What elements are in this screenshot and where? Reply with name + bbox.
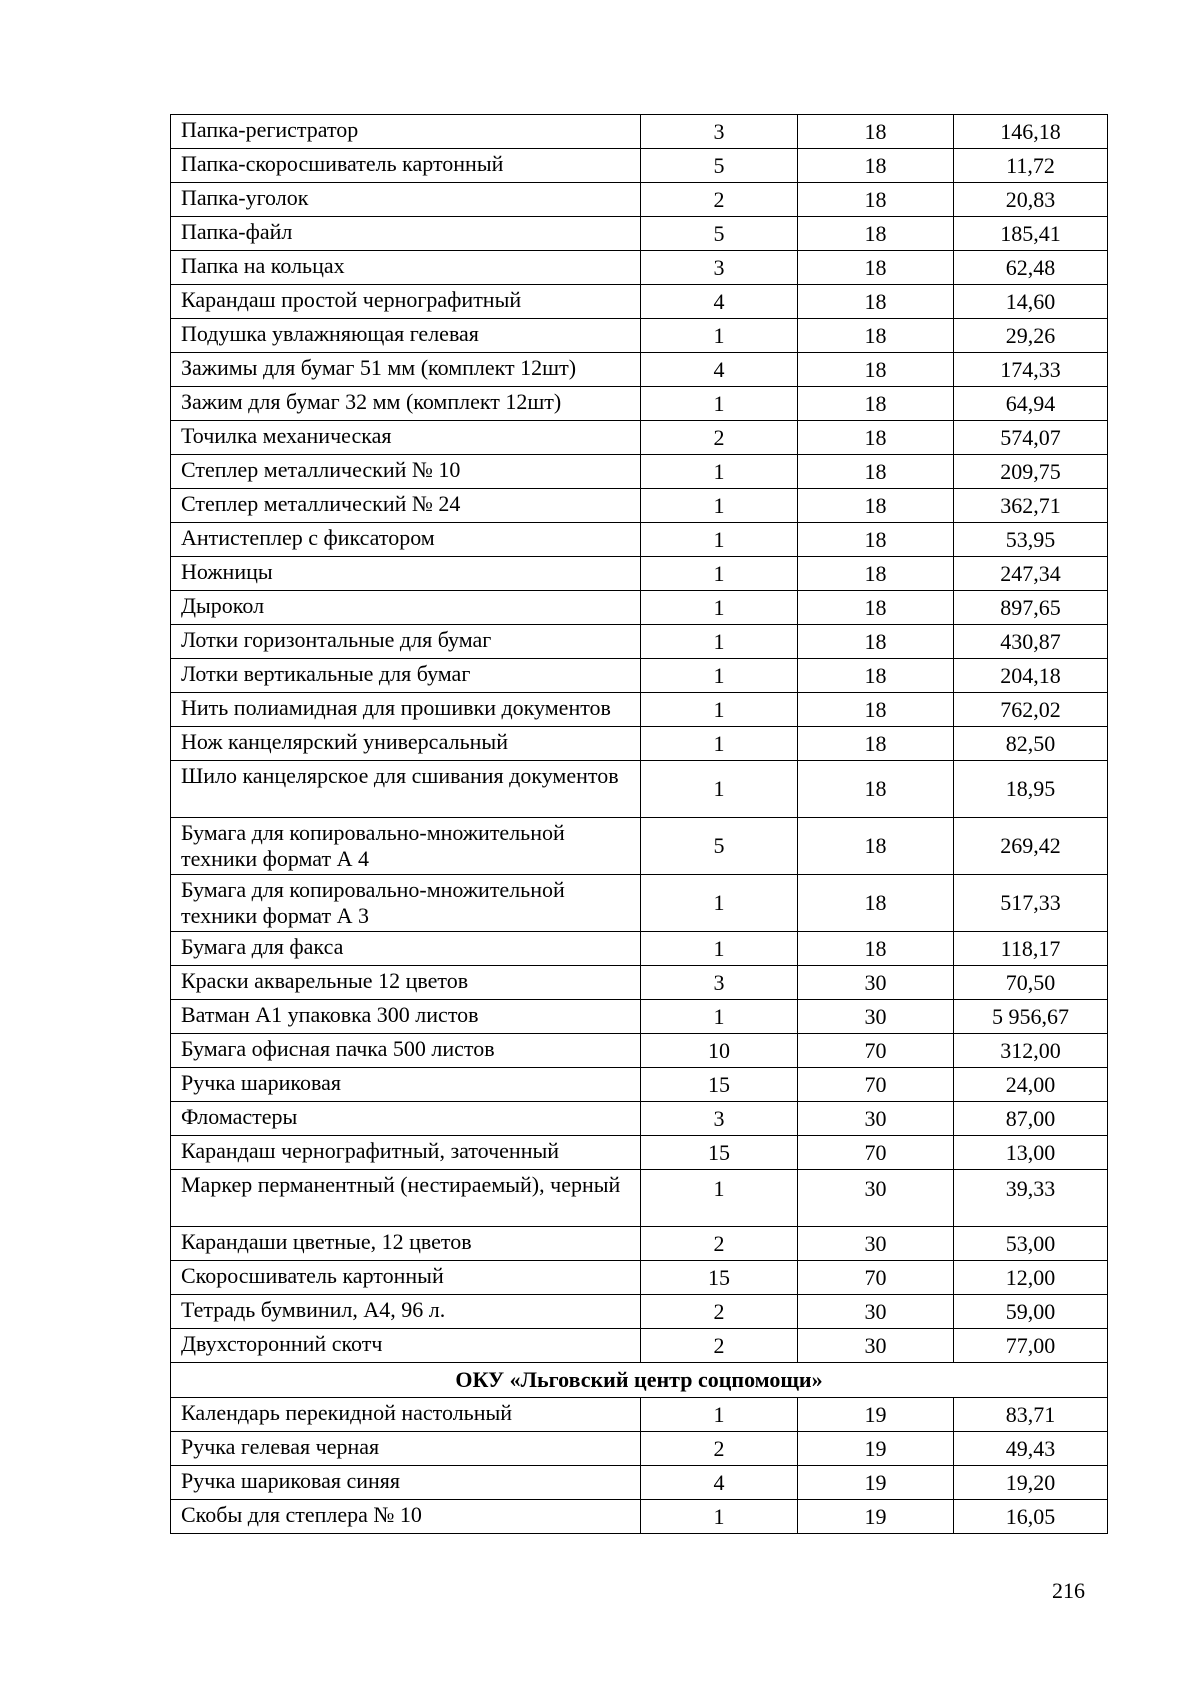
table-row [171,421,1108,455]
item-name-cell: Нож канцелярский универсальный [171,727,641,761]
quantity-cell: 5 [641,217,798,251]
table-row [171,1068,1108,1102]
item-name-cell: Ручка гелевая черная [171,1432,641,1466]
quantity-cell: 1 [641,319,798,353]
table-row [171,285,1108,319]
table-row [171,115,1108,149]
table-row [171,1500,1108,1534]
quantity-cell: 2 [641,1295,798,1329]
term-cell: 30 [798,966,954,1000]
table-row [171,1170,1108,1227]
table-row [171,693,1108,727]
term-cell: 18 [798,875,954,932]
quantity-cell: 1 [641,875,798,932]
quantity-cell: 1 [641,455,798,489]
price-cell: 574,07 [954,421,1108,455]
price-cell: 762,02 [954,693,1108,727]
term-cell: 30 [798,1295,954,1329]
price-cell: 204,18 [954,659,1108,693]
table-body [171,115,1108,1534]
item-name-cell: Фломастеры [171,1102,641,1136]
term-cell: 18 [798,761,954,818]
quantity-cell: 1 [641,1398,798,1432]
term-cell: 18 [798,115,954,149]
table-row [171,932,1108,966]
quantity-cell: 2 [641,421,798,455]
term-cell: 18 [798,932,954,966]
quantity-cell: 1 [641,693,798,727]
item-name-cell: Двухсторонний скотч [171,1329,641,1363]
price-cell: 146,18 [954,115,1108,149]
term-cell: 18 [798,557,954,591]
term-cell: 18 [798,489,954,523]
price-cell: 16,05 [954,1500,1108,1534]
term-cell: 19 [798,1500,954,1534]
item-name-cell: Карандаши цветные, 12 цветов [171,1227,641,1261]
price-cell: 49,43 [954,1432,1108,1466]
price-cell: 185,41 [954,217,1108,251]
table-row [171,1227,1108,1261]
quantity-cell: 2 [641,1227,798,1261]
quantity-cell: 1 [641,1500,798,1534]
term-cell: 18 [798,387,954,421]
term-cell: 70 [798,1068,954,1102]
item-name-cell: Бумага для факса [171,932,641,966]
quantity-cell: 15 [641,1068,798,1102]
price-cell: 77,00 [954,1329,1108,1363]
table-row [171,1102,1108,1136]
item-name-cell: Краски акварельные 12 цветов [171,966,641,1000]
price-cell: 29,26 [954,319,1108,353]
item-name-cell: Тетрадь бумвинил, А4, 96 л. [171,1295,641,1329]
table-row [171,217,1108,251]
section-header-row [171,1363,1108,1398]
price-cell: 59,00 [954,1295,1108,1329]
item-name-cell: Зажимы для бумаг 51 мм (комплект 12шт) [171,353,641,387]
quantity-cell: 10 [641,1034,798,1068]
quantity-cell: 15 [641,1261,798,1295]
item-name-cell: Точилка механическая [171,421,641,455]
price-cell: 897,65 [954,591,1108,625]
term-cell: 18 [798,591,954,625]
table-row [171,1295,1108,1329]
table-row [171,557,1108,591]
table-row [171,251,1108,285]
quantity-cell: 4 [641,285,798,319]
item-name-cell: Папка на кольцах [171,251,641,285]
quantity-cell: 1 [641,523,798,557]
table-row [171,966,1108,1000]
table-row [171,727,1108,761]
table-row [171,523,1108,557]
page-number: 216 [1052,1578,1085,1603]
price-cell: 269,42 [954,818,1108,875]
table-row [171,319,1108,353]
table-row [171,875,1108,932]
quantity-cell: 1 [641,727,798,761]
table-row [171,455,1108,489]
price-cell: 14,60 [954,285,1108,319]
item-name-cell: Ручка шариковая [171,1068,641,1102]
term-cell: 19 [798,1432,954,1466]
term-cell: 30 [798,1170,954,1227]
quantity-cell: 3 [641,1102,798,1136]
price-cell: 247,34 [954,557,1108,591]
price-cell: 362,71 [954,489,1108,523]
term-cell: 18 [798,625,954,659]
price-cell: 39,33 [954,1170,1108,1227]
item-name-cell: Папка-скоросшиватель картонный [171,149,641,183]
section-title: ОКУ «Льговский центр соцпомощи» [171,1363,1108,1398]
table-row [171,149,1108,183]
item-name-cell: Маркер перманентный (нестираемый), черный [171,1170,641,1227]
term-cell: 18 [798,818,954,875]
table-row [171,591,1108,625]
table-row [171,625,1108,659]
price-cell: 83,71 [954,1398,1108,1432]
quantity-cell: 5 [641,149,798,183]
price-cell: 53,00 [954,1227,1108,1261]
term-cell: 70 [798,1136,954,1170]
item-name-cell: Скобы для степлера № 10 [171,1500,641,1534]
item-name-cell: Шило канцелярское для сшивания документов [171,761,641,818]
term-cell: 30 [798,1227,954,1261]
item-name-cell: Ручка шариковая синяя [171,1466,641,1500]
table-row [171,1398,1108,1432]
table-row [171,489,1108,523]
quantity-cell: 4 [641,1466,798,1500]
price-cell: 53,95 [954,523,1108,557]
quantity-cell: 1 [641,489,798,523]
price-cell: 174,33 [954,353,1108,387]
supplies-table [170,114,1108,1534]
quantity-cell: 5 [641,818,798,875]
term-cell: 19 [798,1466,954,1500]
item-name-cell: Бумага для копировально-множительной техники формат А 4 [171,818,641,875]
term-cell: 19 [798,1398,954,1432]
price-cell: 11,72 [954,149,1108,183]
price-cell: 82,50 [954,727,1108,761]
quantity-cell: 3 [641,115,798,149]
item-name-cell: Календарь перекидной настольный [171,1398,641,1432]
price-cell: 20,83 [954,183,1108,217]
term-cell: 18 [798,217,954,251]
term-cell: 70 [798,1261,954,1295]
item-name-cell: Лотки вертикальные для бумаг [171,659,641,693]
item-name-cell: Папка-файл [171,217,641,251]
term-cell: 18 [798,319,954,353]
quantity-cell: 1 [641,1170,798,1227]
item-name-cell: Степлер металлический № 10 [171,455,641,489]
term-cell: 18 [798,659,954,693]
term-cell: 18 [798,455,954,489]
item-name-cell: Папка-регистратор [171,115,641,149]
quantity-cell: 1 [641,557,798,591]
price-cell: 87,00 [954,1102,1108,1136]
table-row [171,818,1108,875]
quantity-cell: 3 [641,251,798,285]
term-cell: 70 [798,1034,954,1068]
term-cell: 18 [798,693,954,727]
table-row [171,1432,1108,1466]
term-cell: 18 [798,523,954,557]
table-row [171,387,1108,421]
price-cell: 12,00 [954,1261,1108,1295]
item-name-cell: Бумага для копировально-множительной техники формат А 3 [171,875,641,932]
quantity-cell: 1 [641,659,798,693]
table-row [171,659,1108,693]
table-row [171,1466,1108,1500]
item-name-cell: Антистеплер с фиксатором [171,523,641,557]
quantity-cell: 2 [641,1329,798,1363]
item-name-cell: Подушка увлажняющая гелевая [171,319,641,353]
item-name-cell: Карандаш простой чернографитный [171,285,641,319]
term-cell: 18 [798,421,954,455]
price-cell: 19,20 [954,1466,1108,1500]
item-name-cell: Ватман А1 упаковка 300 листов [171,1000,641,1034]
table-row [171,353,1108,387]
term-cell: 18 [798,353,954,387]
table-row [171,761,1108,818]
price-cell: 62,48 [954,251,1108,285]
quantity-cell: 1 [641,761,798,818]
quantity-cell: 3 [641,966,798,1000]
price-cell: 70,50 [954,966,1108,1000]
quantity-cell: 1 [641,387,798,421]
table-row [171,1261,1108,1295]
price-cell: 13,00 [954,1136,1108,1170]
table-row [171,1034,1108,1068]
term-cell: 18 [798,285,954,319]
item-name-cell: Дырокол [171,591,641,625]
price-cell: 24,00 [954,1068,1108,1102]
item-name-cell: Скоросшиватель картонный [171,1261,641,1295]
quantity-cell: 2 [641,1432,798,1466]
item-name-cell: Бумага офисная пачка 500 листов [171,1034,641,1068]
price-cell: 430,87 [954,625,1108,659]
table-row [171,1329,1108,1363]
item-name-cell: Нить полиамидная для прошивки документов [171,693,641,727]
term-cell: 18 [798,251,954,285]
price-cell: 517,33 [954,875,1108,932]
price-cell: 209,75 [954,455,1108,489]
term-cell: 18 [798,727,954,761]
term-cell: 18 [798,183,954,217]
price-cell: 118,17 [954,932,1108,966]
price-cell: 64,94 [954,387,1108,421]
quantity-cell: 15 [641,1136,798,1170]
term-cell: 30 [798,1329,954,1363]
item-name-cell: Лотки горизонтальные для бумаг [171,625,641,659]
item-name-cell: Зажим для бумаг 32 мм (комплект 12шт) [171,387,641,421]
term-cell: 30 [798,1000,954,1034]
table-row [171,1000,1108,1034]
quantity-cell: 1 [641,591,798,625]
price-cell: 18,95 [954,761,1108,818]
table-row [171,183,1108,217]
quantity-cell: 4 [641,353,798,387]
quantity-cell: 2 [641,183,798,217]
quantity-cell: 1 [641,932,798,966]
term-cell: 30 [798,1102,954,1136]
quantity-cell: 1 [641,625,798,659]
price-cell: 312,00 [954,1034,1108,1068]
item-name-cell: Папка-уголок [171,183,641,217]
item-name-cell: Карандаш чернографитный, заточенный [171,1136,641,1170]
table-row [171,1136,1108,1170]
price-cell: 5 956,67 [954,1000,1108,1034]
quantity-cell: 1 [641,1000,798,1034]
term-cell: 18 [798,149,954,183]
item-name-cell: Степлер металлический № 24 [171,489,641,523]
item-name-cell: Ножницы [171,557,641,591]
